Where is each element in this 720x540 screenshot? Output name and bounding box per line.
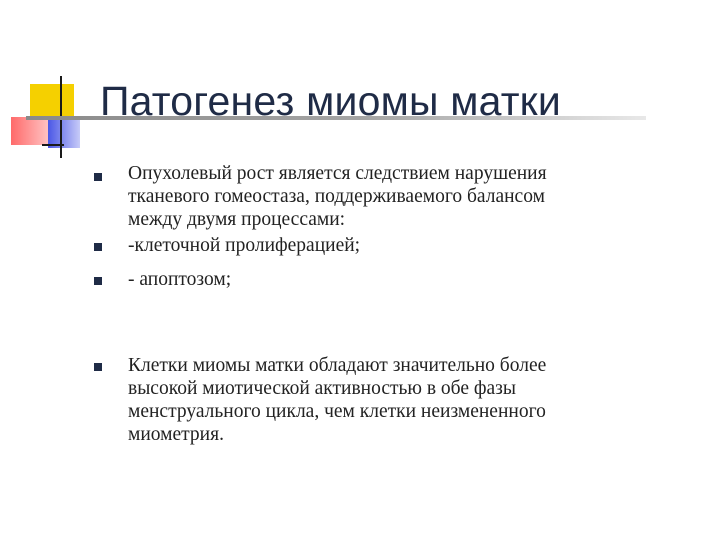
text-line: - апоптозом; bbox=[128, 269, 232, 290]
text-line: высокой миотической активностью в обе фазы bbox=[128, 378, 516, 399]
bullet-text bbox=[128, 162, 668, 231]
text-line: миометрия. bbox=[128, 424, 224, 445]
square-bullet-icon bbox=[94, 243, 102, 251]
bullet-text bbox=[128, 234, 668, 257]
bullet-text bbox=[128, 354, 668, 446]
square-bullet-icon bbox=[94, 363, 102, 371]
decorative-horizontal-line bbox=[42, 144, 64, 146]
text-line: менструального цикла, чем клетки неизмененного bbox=[128, 401, 546, 422]
bullet-text bbox=[128, 268, 668, 291]
text-line: -клеточной пролиферацией; bbox=[128, 235, 361, 256]
square-bullet-icon bbox=[94, 173, 102, 181]
square-bullet-icon bbox=[94, 277, 102, 285]
text-line: тканевого гомеостаза, поддерживаемого балансом bbox=[128, 186, 545, 207]
slide-title: Патогенез миомы матки bbox=[100, 78, 561, 124]
text-line: Опухолевый рост является следствием нарушения bbox=[128, 163, 547, 184]
text-line: между двумя процессами: bbox=[128, 209, 346, 230]
text-line: Клетки миомы матки обладают значительно более bbox=[128, 355, 547, 376]
